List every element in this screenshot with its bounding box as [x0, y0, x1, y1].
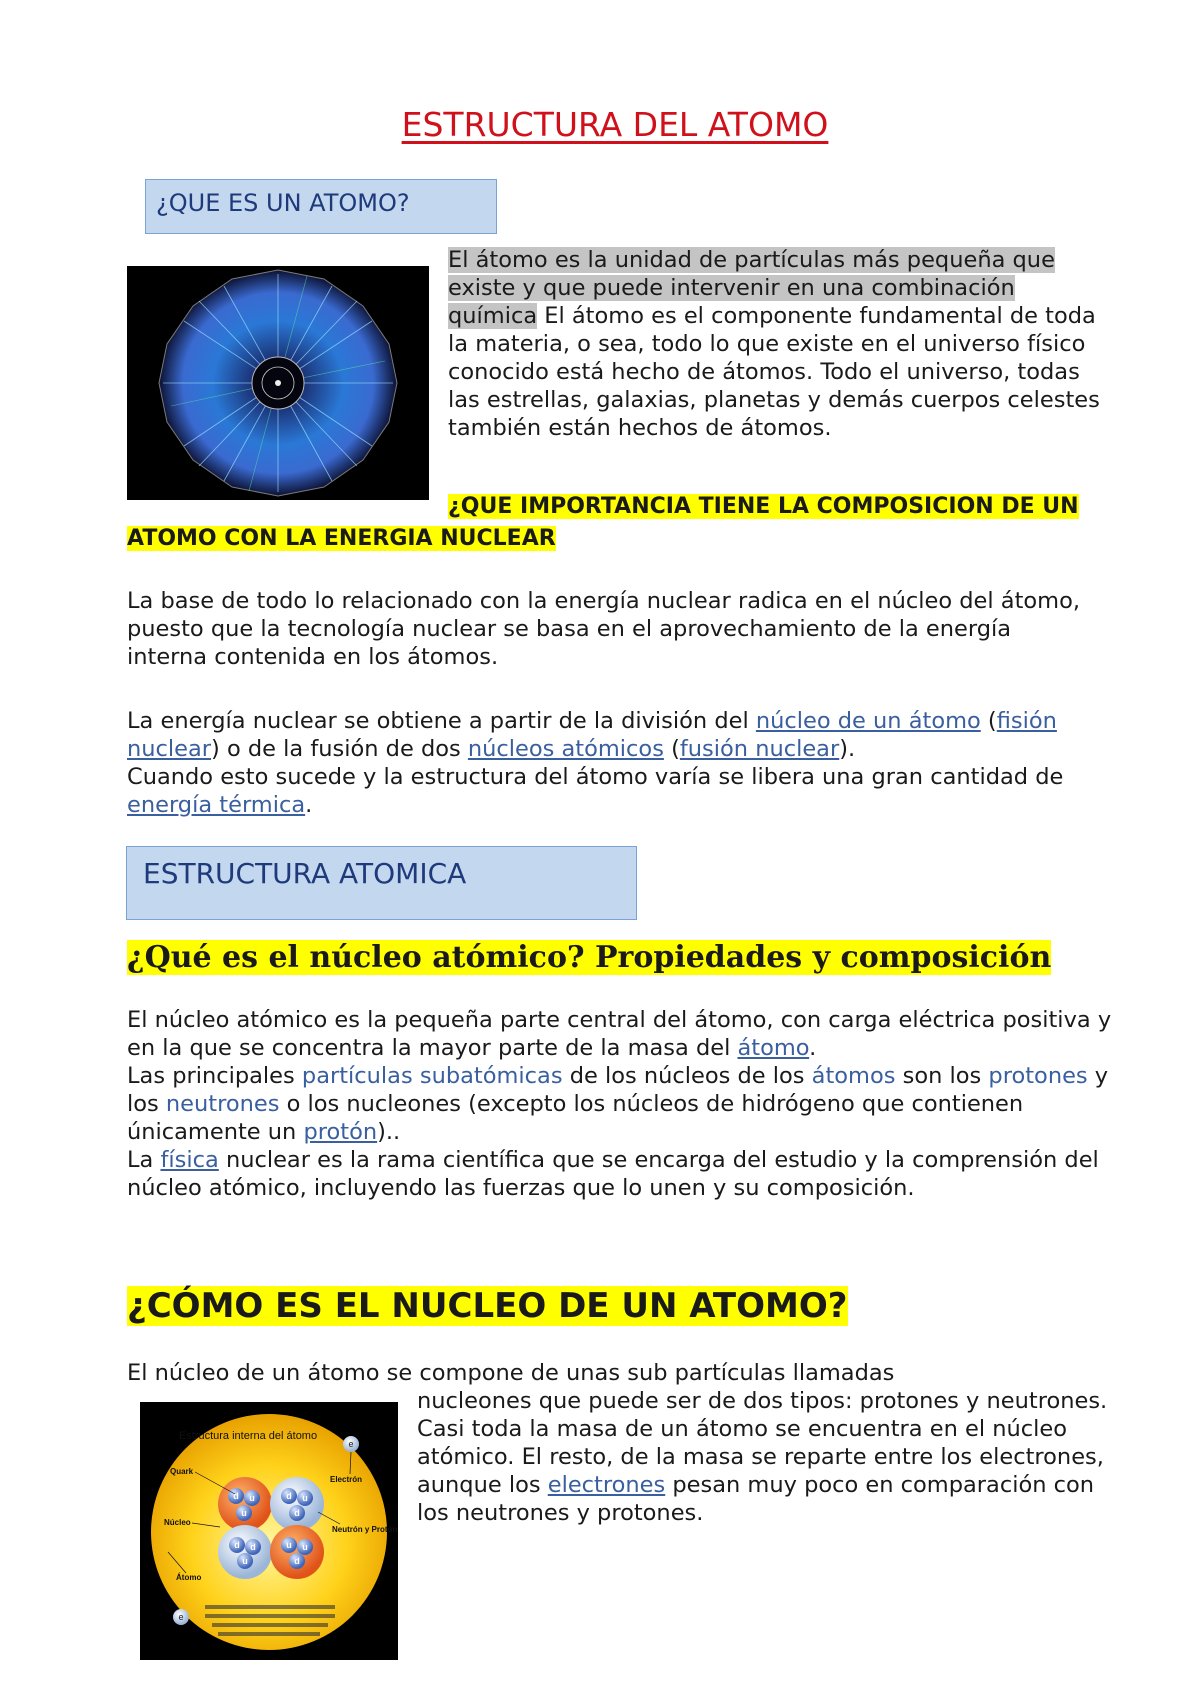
link-proton[interactable]: protón: [303, 1119, 378, 1145]
label-quark: Quark: [170, 1467, 194, 1476]
text-span: ).: [839, 736, 856, 762]
quark-label: u: [242, 1556, 248, 1566]
nucleus-right-text: [417, 1387, 1117, 1527]
term-atomos: átomos: [811, 1063, 896, 1089]
text-span: son los: [895, 1063, 989, 1089]
diagram-title: Estructura interna del átomo: [178, 1430, 318, 1442]
quark-label: u: [249, 1493, 255, 1503]
quark-label: d: [286, 1491, 292, 1501]
text-span: Las principales: [127, 1063, 302, 1089]
quark-label: u: [302, 1542, 308, 1552]
section-box-que-es-atomo: [145, 179, 497, 234]
quark-label: d: [294, 1508, 300, 1518]
text-span: pesan muy poco en comparación con los neutrones y protones.: [417, 1472, 1095, 1526]
quark-label: u: [241, 1508, 247, 1518]
text-span: .: [809, 1035, 817, 1061]
quark-label: d: [233, 1491, 239, 1501]
text-span: Cuando esto sucede y la estructura del átomo varía se libera una gran cantidad de: [127, 764, 1064, 790]
electron-symbol: e: [348, 1439, 354, 1449]
text-span: y los: [127, 1063, 1109, 1117]
term-neutrones: neutrones: [165, 1091, 280, 1117]
text-span: El núcleo atómico es la pequeña parte central del átomo, con carga eléctrica positiva y en la que se concentra la mayor parte de la masa del: [127, 1007, 1112, 1061]
nucleus-intro: El núcleo de un átomo se compone de unas sub partículas llamadas: [127, 1360, 895, 1386]
atom-collision-image: [127, 266, 429, 500]
atom-structure-diagram: [140, 1402, 398, 1660]
text-span: )..: [377, 1119, 401, 1145]
nuclear-energy-paragraph-2: [127, 707, 1112, 819]
section-box-label: ¿QUE ES UN ATOMO?: [156, 189, 410, 217]
link-nucleo-de-un-atomo[interactable]: núcleo de un átomo: [755, 708, 981, 734]
section-box-label: ESTRUCTURA ATOMICA: [143, 857, 467, 890]
term-particulas-subatomicas: partículas subatómicas: [301, 1063, 563, 1089]
link-nucleos-atomicos[interactable]: núcleos atómicos: [467, 736, 664, 762]
text-span: (: [980, 708, 997, 734]
atom-definition-paragraph: [448, 246, 1108, 442]
quark-label: d: [250, 1542, 256, 1552]
highlighted-definition: El átomo es la unidad de partículas más pequeña que existe y que puede intervenir en una combinación química: [448, 247, 1055, 329]
atom-collision-graphic: [127, 266, 429, 500]
page-title: ESTRUCTURA DEL ATOMO: [401, 105, 829, 144]
electron-symbol: e: [178, 1612, 184, 1622]
label-atomo: Átomo: [176, 1573, 202, 1582]
nuclear-energy-paragraph-1: La base de todo lo relacionado con la energía nuclear radica en el núcleo del átomo, puesto que la tecnología nuclear se basa en el aprovechamiento de la energía interna contenida en los átomos.: [127, 588, 1080, 670]
quark-label: u: [302, 1493, 308, 1503]
link-electrones[interactable]: electrones: [547, 1472, 666, 1498]
nucleus-heading: [127, 940, 1051, 975]
text-span: .: [305, 792, 313, 818]
nucleus-heading-text: ¿Qué es el núcleo atómico? Propiedades y composición: [127, 940, 1052, 975]
quark-label: d: [294, 1556, 300, 1566]
definition-rest: El átomo es el componente fundamental de toda la materia, o sea, todo lo que existe en el universo físico conocido está hecho de átomos. Todo el universo, todas las estrellas, galaxias, planetas y demás cuerpos celestes también están hechos de átomos.: [448, 303, 1100, 441]
text-span: La: [127, 1147, 161, 1173]
label-nucleo: Núcleo: [164, 1518, 191, 1527]
text-span: (: [663, 736, 680, 762]
text-span: nucleones que puede ser de dos tipos: protones y neutrones.: [417, 1388, 1108, 1414]
link-fusion-nuclear[interactable]: fusión nuclear: [679, 736, 840, 762]
text-span: de los núcleos de los: [562, 1063, 812, 1089]
quark-label: u: [286, 1540, 292, 1550]
text-span: nuclear es la rama científica que se encarga del estudio y la comprensión del núcleo atómico, incluyendo las fuerzas que lo unen y su composición.: [127, 1147, 1099, 1201]
importance-heading-text: ¿QUE IMPORTANCIA TIENE LA COMPOSICION DE UN ATOMO CON LA ENERGIA NUCLEAR: [127, 494, 1079, 551]
link-fision-nuclear[interactable]: fisión nuclear: [127, 708, 1057, 762]
text-span: Casi toda la masa de un átomo se encuentra en el núcleo atómico. El resto, de la masa se reparte entre los electrones, aunque los: [417, 1416, 1104, 1498]
nucleus-structure-heading-text: ¿CÓMO ES EL NUCLEO DE UN ATOMO?: [127, 1286, 848, 1326]
link-atomo[interactable]: átomo: [737, 1035, 810, 1061]
label-electron: Electrón: [330, 1475, 363, 1484]
link-fisica[interactable]: física: [160, 1147, 219, 1173]
text-span: La energía nuclear se obtiene a partir de la división del: [127, 708, 756, 734]
nucleus-description: [127, 1006, 1112, 1202]
link-energia-termica[interactable]: energía térmica: [127, 792, 306, 818]
quark-label: d: [234, 1540, 240, 1550]
text-span: o los nucleones (excepto los núcleos de hidrógeno que contienen únicamente un: [127, 1091, 1024, 1145]
nucleus-structure-heading: [127, 1286, 848, 1326]
atom-structure-graphic: [140, 1402, 398, 1660]
term-protones: protones: [988, 1063, 1088, 1089]
label-neutron-proton: Neutrón y Protón: [332, 1525, 398, 1534]
importance-heading: [127, 491, 1117, 555]
section-box-estructura-atomica: [126, 846, 637, 920]
text-span: ) o de la fusión de dos: [211, 736, 468, 762]
